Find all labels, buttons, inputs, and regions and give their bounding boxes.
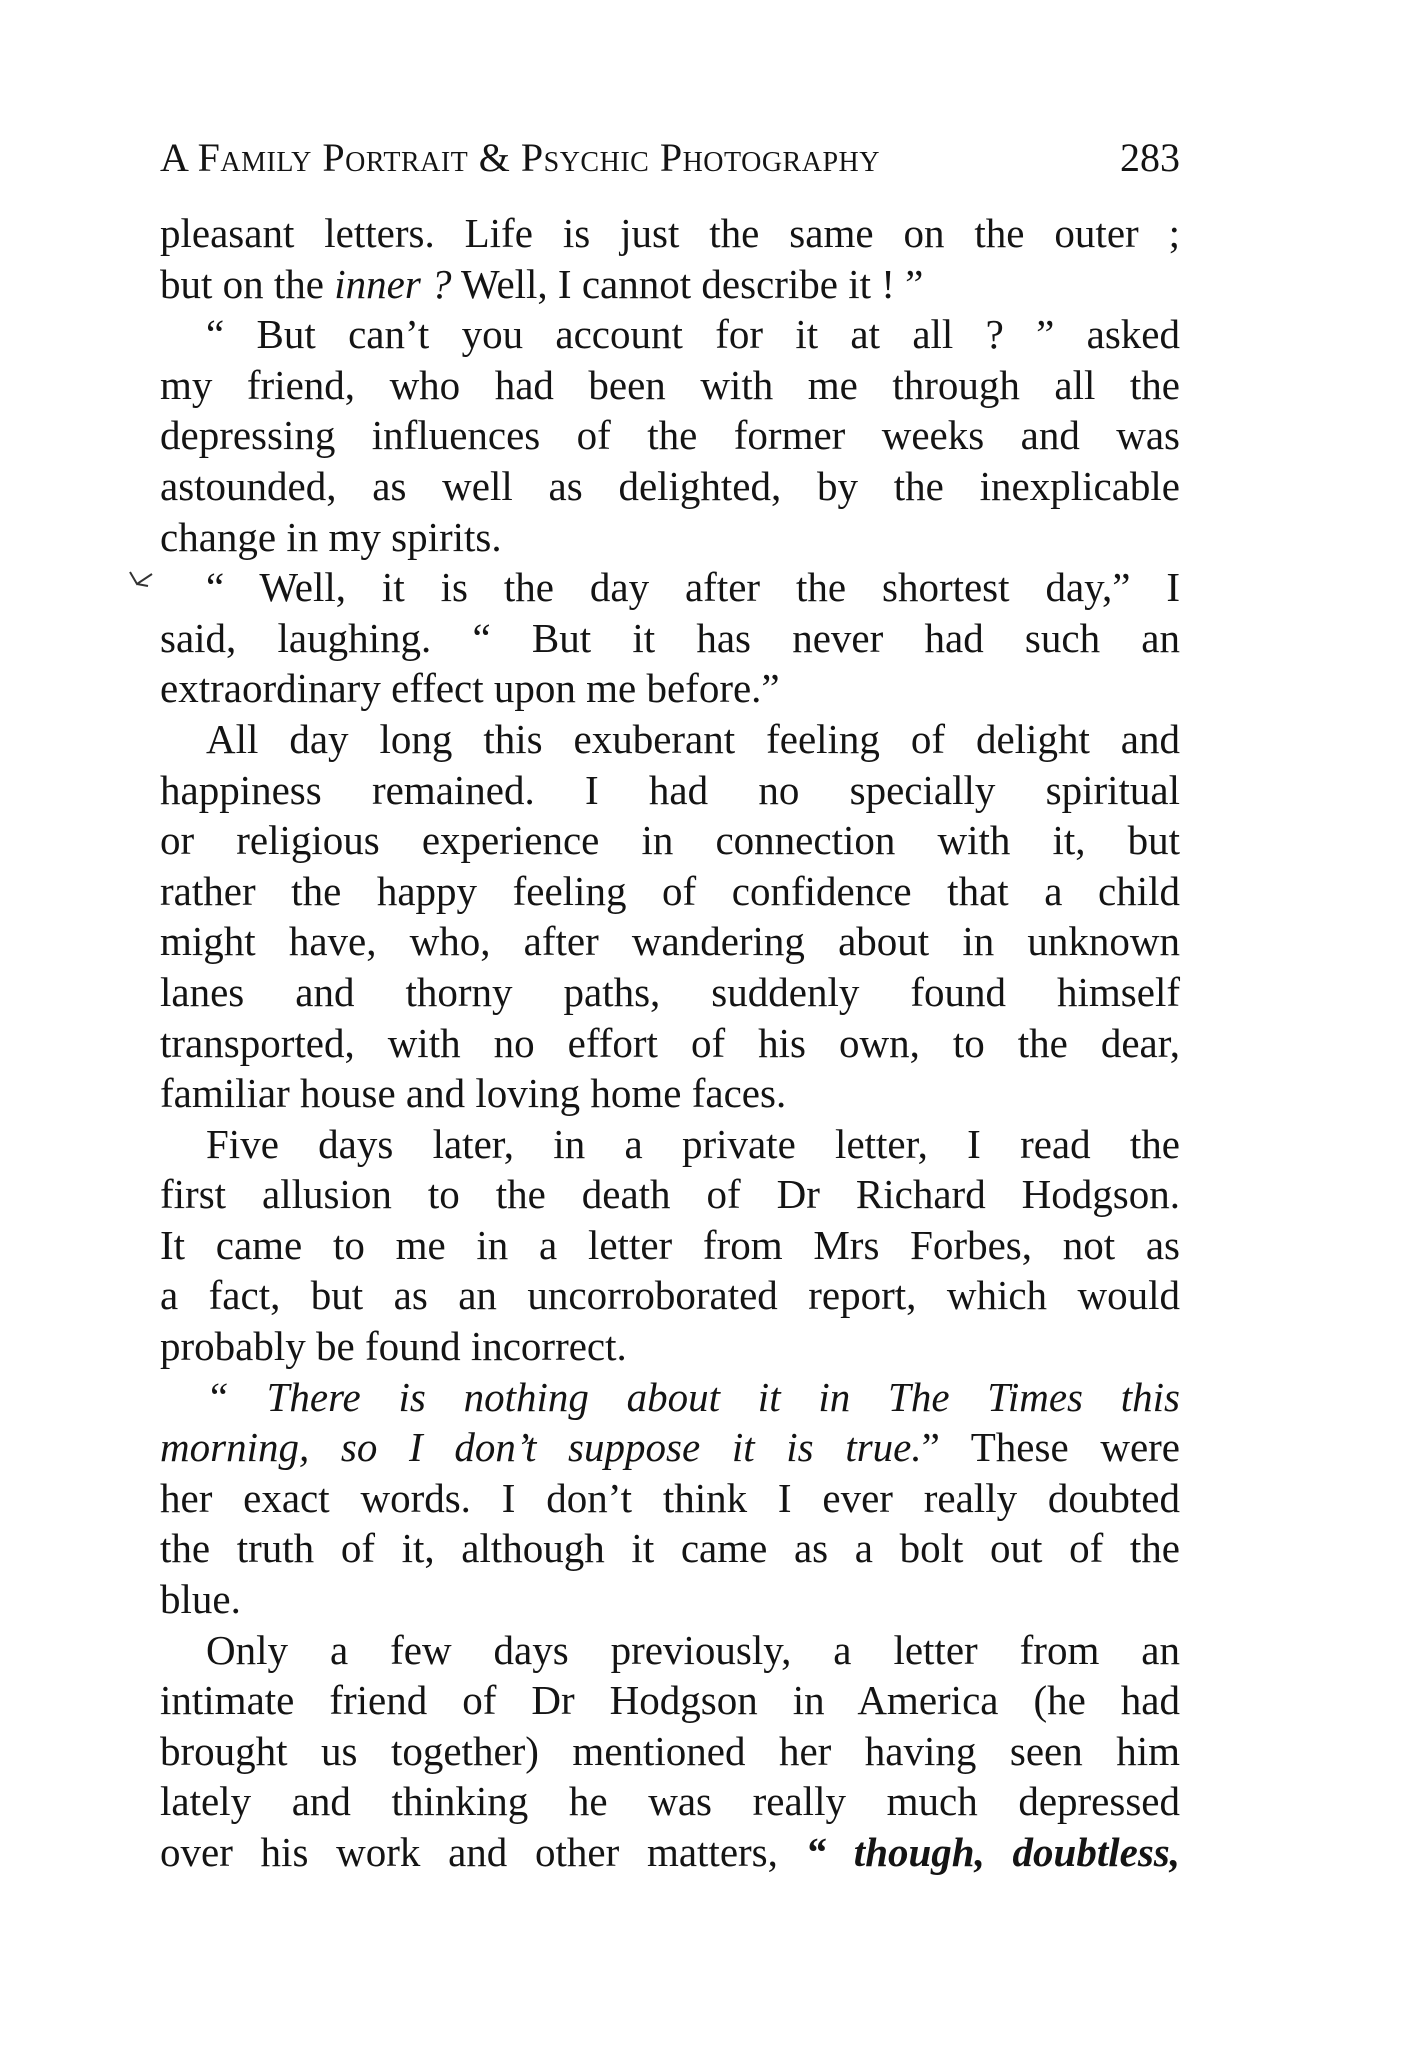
text-line: rather the happy feeling of confidence that a child (160, 867, 1180, 914)
text-line: lately and thinking he was really much depressed (160, 1778, 1180, 1825)
text-line: brought us together) mentioned her having seen him (160, 1727, 1180, 1774)
text-line: depressing influences of the former weeks and was (160, 412, 1180, 459)
paragraph-start-line: All day long this exuberant feeling of delight and (206, 715, 1180, 762)
text-line: morning, so I don’t suppose it is true.” These were (160, 1424, 1180, 1471)
body-text (160, 208, 1180, 1878)
text-line: over his work and other matters, “ though, doubtless, (160, 1829, 1181, 1875)
text-line: my friend, who had been with me through all the (160, 361, 1180, 408)
paragraph-start-line: Only a few days previously, a letter from an (206, 1626, 1180, 1673)
paragraph-start-line: “ There is nothing about it in The Times this (206, 1373, 1180, 1420)
text-line: lanes and thorny paths, suddenly found himself (160, 968, 1180, 1015)
text-line: the truth of it, although it came as a bolt out of the (160, 1525, 1180, 1572)
text-line: might have, who, after wandering about in unknown (160, 918, 1180, 965)
text-line: astounded, as well as delighted, by the inexplicable (160, 462, 1180, 509)
text-line: a fact, but as an uncorroborated report, which would (160, 1272, 1180, 1319)
text-line: intimate friend of Dr Hodgson in America (he had (160, 1677, 1180, 1724)
text-line: change in my spirits. (160, 513, 502, 560)
paragraph-start-line: Five days later, in a private letter, I read the (206, 1120, 1180, 1167)
text-line: first allusion to the death of Dr Richard Hodgson. (160, 1171, 1180, 1218)
paragraph-start-line: “ Well, it is the day after the shortest day,” I (160, 562, 1180, 613)
running-title: A Family Portrait & Psychic Photography (160, 135, 880, 180)
page-number: 283 (1120, 135, 1180, 180)
text-line: transported, with no effort of his own, to the dear, (160, 1019, 1180, 1066)
text-line: or religious experience in connection with it, but (160, 817, 1180, 864)
text-line: happiness remained. I had no specially spiritual (160, 766, 1180, 813)
text-line: probably be found incorrect. (160, 1323, 627, 1370)
text-line: said, laughing. “ But it has never had such an (160, 614, 1180, 661)
text-line: blue. (160, 1576, 241, 1623)
text-line: her exact words. I don’t think I ever really doubted (160, 1474, 1180, 1521)
paragraph-start-line: “ But can’t you account for it at all ? ” asked (206, 311, 1180, 358)
text-line: but on the inner ? Well, I cannot describe it ! ” (160, 260, 924, 307)
running-header (160, 128, 1180, 188)
text-line: It came to me in a letter from Mrs Forbes, not as (160, 1221, 1180, 1268)
text-line: pleasant letters. Life is just the same on the outer ; (160, 210, 1180, 256)
handwritten-check-mark (128, 566, 154, 592)
text-line: familiar house and loving home faces. (160, 1070, 787, 1117)
text-line: extraordinary effect upon me before.” (160, 665, 780, 712)
